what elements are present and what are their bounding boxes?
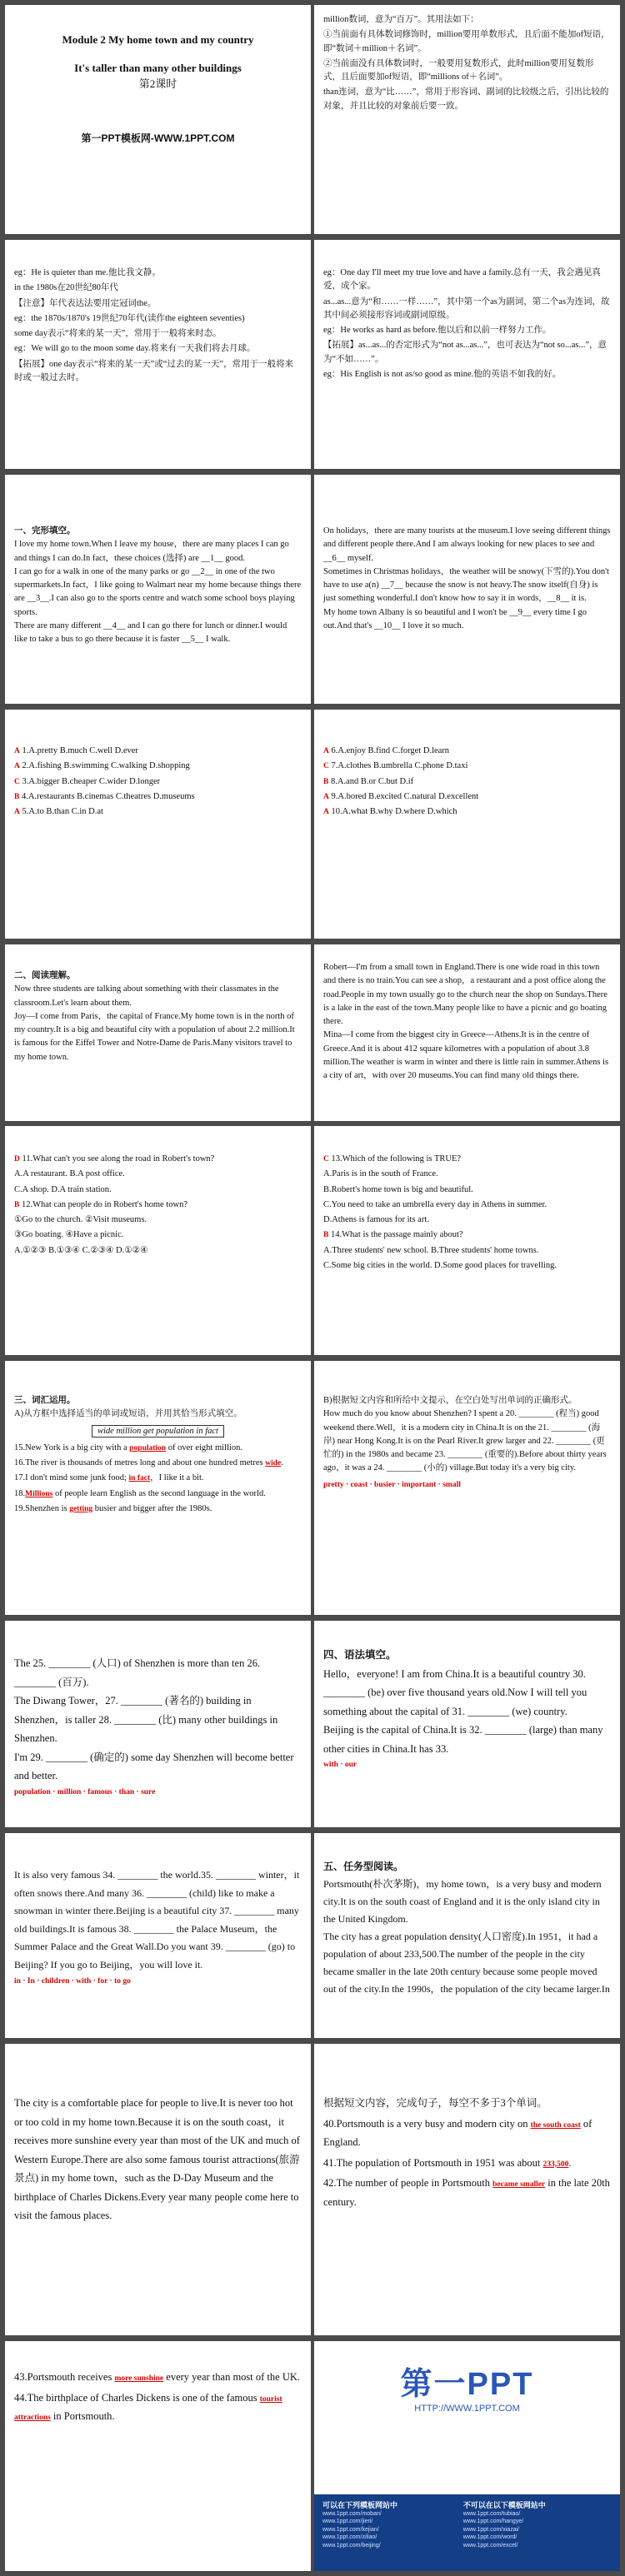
question-text: 18. (14, 1488, 26, 1498)
option-line: 9.A.bored B.excited C.natural D.excellent (331, 791, 479, 801)
answer: A (14, 808, 20, 817)
option-line: 6.A.enjoy B.find C.forget D.learn (331, 746, 450, 755)
site-link[interactable]: www.1ppt.com/jieri/ (322, 2519, 373, 2525)
option-line: D.Athens is famous for its art. (323, 1215, 429, 1225)
text-line: million数词，意为“百万”。其用法如下： (323, 15, 479, 24)
answer: for (98, 1976, 108, 1986)
site-link[interactable]: www.1ppt.com/excel/ (462, 2542, 518, 2549)
passage: The city is a comfortable place for people to live.It is never too hot or too cold in my home town.Because it is on the south coast，it receives more sunshine every year than most of the UK and much of Western Europe.There are also some famous tourist attractions(旅游景点) in my home town，such as the D-Day Museum and the birthplace of Charles Dickens.Every year many people come here to visit the famous places. (14, 2097, 300, 2221)
question: 13.Which of the following is TRUE? (331, 1154, 462, 1163)
question-text: 42.The number of people in Portsmouth (323, 2177, 493, 2189)
option-line: ③Go boating. ④Have a picnic. (14, 1230, 124, 1240)
text-line: eg：We will go to the moon some day.将来有一天我们将去月球。 (14, 344, 256, 354)
answer: D (14, 1155, 20, 1163)
slide-phrases-1 (5, 240, 311, 469)
option-line: 1.A.pretty B.much C.well D.ever (22, 746, 138, 755)
answer: important (402, 1480, 437, 1489)
slide-brand (314, 2341, 620, 2571)
question-text: 15.New York is a big city with a (14, 1442, 130, 1452)
answer: million (57, 1787, 82, 1796)
text-line: ②当前面没有具体数词时，一般要用复数形式，此时million要用复数形式，且后面要加of短语，即“millions of＋名词”。 (323, 58, 594, 82)
question-text: in the late 20th century. (323, 2177, 610, 2208)
slide-million-than (314, 5, 620, 234)
site-name: 第一PPT模板网-WWW.1PPT.COM (81, 132, 235, 144)
passage: The 25. ________ (人口) of Shenzhen is more than ten 26. ________ (百万). The Diwang Tower，27. ________ (著名的) building in Shenzhen，is taller 28. ________ (比) many other buildings in Shenzhen. I'm 29. ________ (确定的) some day Shenzhen will become better and better. (14, 1657, 294, 1781)
question-text: in Portsmouth. (50, 2410, 115, 2422)
text-line: than连词，意为“比……”，常用于形容词、副词的比较级之后，引出比较的对象，并且比较的对象前后要一致。 (323, 87, 609, 111)
option-line: 3.A.bigger B.cheaper C.wider D.longer (22, 776, 161, 786)
question-text: 43.Portsmouth receives (14, 2371, 115, 2383)
answer: busier (374, 1480, 396, 1489)
answer: A (14, 747, 20, 755)
question-text: ，I like it a bit. (150, 1473, 204, 1483)
question-text: of England. (323, 2117, 592, 2148)
answer: B (14, 792, 20, 801)
option-line: 8.A.and B.or C.but D.if (330, 776, 414, 786)
slide-cloze-options-1 (5, 710, 311, 939)
question: 14.What is the passage mainly about? (330, 1230, 463, 1240)
brand-logo: 第一PPT (400, 2367, 534, 2402)
answer: B (323, 777, 329, 786)
instruction: 根据短文内容，完成句子，每空不多于3个单词。 (323, 2097, 548, 2109)
answer: famous (88, 1787, 112, 1796)
slide-reading-2 (314, 944, 620, 1121)
answer: B (323, 1231, 329, 1240)
question-text: 19.Shenzhen is (14, 1503, 70, 1513)
text-line: in the 1980s在20世纪80年代 (14, 283, 118, 293)
word-box: wide million get population in fact (92, 1425, 224, 1437)
left-title: 可以在下列模板网站中 (322, 2501, 398, 2509)
site-link[interactable]: www.1ppt.com/tubiao/ (462, 2511, 521, 2517)
site-link[interactable]: www.1ppt.com/word/ (462, 2534, 518, 2541)
passage: Robert—I'm from a small town in England.There is one wide road in this town and there is no train.You can see a shop，a restaurant and a post office along the road.People in my town usually go to the church near the shop on Sundays.There is a lake in the east of the town.Many people like to have a picnic and go boating there. Mina—I come from the biggest city in Greece—Athens.It is in the centre of Greece.And it is about 412 square kilometres with a population of about 3.8 million.The weather is warm in winter and there is little rain in summer.Athens is a city of art，with over 20 museums.You can find many old things there. (323, 963, 609, 1081)
answer: with (323, 1761, 338, 1769)
question-text: 16.The river is thousands of metres long and about one hundred metres (14, 1458, 266, 1468)
answer: with (76, 1976, 92, 1986)
answer: 233,500 (542, 2160, 569, 2169)
section-heading: 二、阅读理解。 (14, 971, 76, 980)
answer: sure (141, 1787, 156, 1796)
passage: I love my home town.When I leave my house，there are many places I can go and things I can do.In fact，these choices (选择) are __1__ good. I can go for a walk in one of the many parks or go __2__ in one of the two supermarkets.In fact，I like going to Walmart near my home because things there are __3__.I can also go to the sports centre and watch some school boys playing sports. There are many different __4__ and I can go there for lunch or dinner.I would like to take a bus to go there because it is faster __5__ I walk. (14, 540, 302, 645)
section-heading: 四、语法填空。 (323, 1649, 397, 1661)
section-heading: 三、词汇运用。 (14, 1396, 76, 1405)
answer: getting (69, 1504, 93, 1513)
question-text: of people learn English as the second language in the world. (52, 1488, 266, 1498)
answer: pretty (323, 1480, 344, 1489)
answer: population (129, 1443, 167, 1452)
answer: more sunshine (114, 2374, 164, 2383)
text-line: 【拓展】as...as...的否定形式为“not as...as...”，也可表达为“not so...as...”，意为“不如……”。 (323, 341, 608, 364)
slide-vocab-a (5, 1361, 311, 1615)
answer: A (323, 747, 329, 755)
answer: in fact (128, 1474, 151, 1483)
slide-phrases-2 (314, 240, 620, 469)
question-text: 44.The birthplace of Charles Dickens is one of the famous (14, 2391, 260, 2404)
text-line: eg：He works as hard as before.他以后和以前一样努力工作。 (323, 326, 552, 336)
option-line: B.Robert's home town is big and beautiful. (323, 1184, 473, 1194)
question: 12.What can people do in Robert's home town? (21, 1199, 188, 1209)
site-link[interactable]: www.1ppt.com/hangye/ (462, 2519, 524, 2525)
option-line: A.Three students' new school. B.Three students' home towns. (323, 1245, 539, 1255)
question-text: . (568, 2156, 572, 2169)
question-text: 40.Portsmouth is a very busy and modern city on (323, 2117, 531, 2130)
text-line: eg：One day I'll meet my true love and have a family.总有一天，我会遇见真爱，成个家。 (323, 268, 601, 291)
slide-task-questions-2 (5, 2341, 311, 2571)
passage: On holidays，there are many tourists at the museum.I love seeing different things and different people there.And I am always looking for new places to see and __6__ myself. Sometimes in Christmas holidays，the weather will be snowy(下雪的).You don't have to use a(n) __7__ because the snow is not heavy.The snow itself(自身) is just something wonderful.I don't know how to say it in words，__8__ it is. My home town Albany is so beautiful and I won't be __9__ every time I go out.And that's __10__ I love it so much. (323, 526, 611, 630)
lesson-number: 第2课时 (138, 77, 178, 90)
passage: It is also very famous 34. ________ the world.35. ________ winter，it often snows there.And many 36. ________ (child) like to make a snowman in winter there.Beijing is a beautiful city 37. ________ many old buildings.It is famous 38. ________ the Palace Museum，the Summer Palace and the Great Wall.Do you want 39. ________ (go) to Beijing? If you go to Beijing，you will love it. (14, 1869, 300, 1971)
instruction: B)根据短文内容和所给中文提示，在空白处写出单词的正确形式。 (323, 1396, 578, 1405)
question-text: 17.I don't mind some junk food; (14, 1473, 129, 1483)
section-heading: 五、任务型阅读。 (323, 1861, 404, 1872)
slide-reading-q-1 (5, 1126, 311, 1355)
lesson-title: It's taller than many other buildings (74, 62, 242, 74)
passage: Now three students are talking about something with their classmates in the classroom.Let's learn about them. Joy—I come from Paris，the capital of France.My home town is in the north of my country.It is a big and beautiful city with a population of about 2.2 million.It is famous for the Eiffel Tower and Notre-Dame de Paris.Many visitors travel to my home town. (14, 984, 295, 1062)
slide-task-reading-1 (314, 1833, 620, 2038)
answer: the south coast (530, 2120, 581, 2130)
question: 11.What can't you see along the road in Robert's town? (22, 1154, 215, 1163)
option-line: 4.A.restaurants B.cinemas C.theatres D.museums (21, 791, 195, 801)
text-line: ①当前面有具体数词修饰时，million要用单数形式，且后面不能加of短语，即“数词＋million＋名词”。 (323, 30, 610, 53)
text-line: eg：His English is not as/so good as mine.他的英语不如我的好。 (323, 369, 562, 379)
slide-reading-q-2 (314, 1126, 620, 1355)
answer: to go (114, 1976, 131, 1986)
slide-task-reading-2 (5, 2044, 311, 2335)
slide-title (5, 5, 311, 234)
module-title: Module 2 My home town and my country (62, 33, 254, 46)
instruction: A)从方框中选择适当的单词或短语，并用其恰当形式填空。 (14, 1409, 242, 1419)
text-line: 【拓展】one day表示“将来的某一天”或“过去的某一天”，常用于一般将来时或一般过去时。 (14, 359, 294, 382)
text-line: eg：the 1870s/1870's 19世纪70年代(读作the eighteen seventies) (14, 313, 245, 323)
answer: became smaller (492, 2180, 546, 2189)
question-text: every year than most of the UK. (163, 2371, 300, 2383)
answer: children (41, 1976, 70, 1986)
answer: C (323, 1155, 329, 1163)
question-text: of over eight million. (166, 1442, 242, 1452)
option-line: C.A shop. D.A train station. (14, 1184, 112, 1194)
option-line: A.A restaurant. B.A post office. (14, 1169, 125, 1179)
answer: our (344, 1761, 358, 1769)
slide-vocab-b-cont: The 25. ________ (人口) of Shenzhen is more than ten 26. ________ (百万). The Diwang Tower，27. ________ (著名的) building in Shenzhen，is taller 28. ________ (比) many other buildings in Shenzhen. I'm 29. ________ (确定的) some day Shenzhen will become better and better. population · million · famous · than · sure (5, 1621, 311, 1827)
text-line: some day表示“将来的某一天”，常用于一般将来时态。 (14, 329, 222, 339)
site-link[interactable]: www.1ppt.com/moban/ (322, 2511, 382, 2517)
site-link[interactable]: www.1ppt.com/kejian/ (322, 2526, 379, 2533)
passage: Portsmouth(朴次茅斯)，my home town，is a very busy and modern city.It is on the south coast of England and it is the only island city in the United Kingdom. The city has a great population density(人口密度).In 1951，it had a population of about 233,500.The number of the people in the city became smaller in the late 20th century because some people moved out of the city.In the 1990s，the population of the city became larger.In (323, 1878, 610, 1995)
answer: coast (350, 1480, 368, 1489)
option-line: 10.A.what B.why D.where D.which (331, 807, 458, 817)
answer: wide (265, 1459, 282, 1468)
option-line: C.Some big cities in the world. D.Some good places for travelling. (323, 1260, 557, 1270)
site-link[interactable]: www.1ppt.com/beijing/ (322, 2542, 381, 2549)
answer: tourist attractions (14, 2394, 282, 2422)
section-heading: 一、完形填空。 (14, 526, 76, 536)
answer: than (118, 1787, 135, 1796)
option-line: 2.A.fishing B.swimming C.walking D.shopping (22, 761, 190, 771)
passage: Hello，everyone! I am from China.It is a beautiful country 30. ________ (be) over five thousand years old.Now I will tell you something about the capital of 31. ________ (we) country. Beijing is the capital of China.It is 32. ________ (large) than many other cities in China.It has 33. (323, 1667, 603, 1755)
answer: in (14, 1976, 21, 1986)
question-text: . (281, 1458, 283, 1468)
site-link[interactable]: www.1ppt.com/xiazai/ (462, 2526, 520, 2533)
slide-grammar-1: 四、语法填空。 Hello，everyone! I am from China.It is a beautiful country 30. ________ (be) over five thousand years old.Now I will tell you something about the capital of 31. ________ (we) country. Beijing is the capital of China.It is 32. ________ (large) than many other cities in China.It has 33. with · our (314, 1621, 620, 1827)
brand-url[interactable]: HTTP://WWW.1PPT.COM (414, 2404, 520, 2414)
right-title: 不可以在以下模板网站中 (462, 2501, 546, 2509)
slide-grammar-2: It is also very famous 34. ________ the world.35. ________ winter，it often snows there.And many 36. ________ (child) like to make a snowman in winter there.Beijing is a beautiful city 37. ________ many old buildings.It is famous 38. ________ the Palace Museum，the Summer Palace and the Great Wall.Do you want 39. ________ (go) to Beijing? If you go to Beijing，you will love it. in · In · children · with · for · to go (5, 1833, 311, 2038)
answer: A (323, 792, 329, 801)
option-line: C.You need to take an umbrella every day in Athens in summer. (323, 1199, 548, 1209)
slide-reading-1 (5, 944, 311, 1121)
answer: A (14, 762, 20, 771)
passage: How much do you know about Shenzhen? I spent a 20. ________ (程当) good weekend there.Well，it is a modern city in China.It is on the 21. ________ (海岸) near Hong Kong.It is on the Pearl River.It grew larger and 22. ________ (更忙的) in the 1980s and became 23. ________ (重要的).Before about thirty years ago，it was a 24. ________ (小的) village.But today it's a very big city. (323, 1409, 607, 1473)
option-line: 7.A.clothes B.umbrella C.phone D.taxi (331, 761, 468, 771)
text-line: as...as...意为“和……一样……”，其中第一个as为副词，第二个as为连词，故其中间必须接形容词或副词原级。 (323, 296, 610, 320)
slide-cloze-2 (314, 475, 620, 704)
answer: small (442, 1480, 461, 1489)
answer: C (14, 777, 20, 786)
answer: population (14, 1787, 51, 1796)
option-line: A.Paris is in the south of France. (323, 1169, 438, 1179)
answer: In (27, 1976, 35, 1986)
site-link[interactable]: www.1ppt.com/ziliao/ (322, 2534, 378, 2541)
option-line: 5.A.to B.than C.in D.at (22, 807, 103, 817)
link-band (314, 2494, 620, 2571)
option-line: A.①②③ B.①③④ C.②③④ D.①②④ (14, 1245, 148, 1255)
slide-cloze-options-2 (314, 710, 620, 939)
question-text: busier and bigger after the 1980s. (92, 1503, 212, 1513)
answer: C (323, 762, 329, 771)
option-line: ①Go to the church. ②Visit museums. (14, 1215, 148, 1225)
slide-task-questions (314, 2044, 620, 2335)
answer: B (14, 1200, 20, 1209)
slide-cloze-1 (5, 475, 311, 704)
text-line: 【注意】年代表达法要用定冠词the。 (14, 298, 157, 308)
text-line: eg：He is quieter than me.他比我文静。 (14, 268, 161, 277)
slide-vocab-b: B)根据短文内容和所给中文提示，在空白处写出单词的正确形式。 How much do you know about Shenzhen? I spent a 20. ________ (程当) good weekend there.Well，it is a modern city in China.It is on the 21. ________ (海岸) near Hong Kong.It is on the Pearl River.It grew larger and 22. ________ (更忙的) in the 1980s and became 23. ________ (重要的).Before about thirty years ago，it was a 24. ________ (小的) village.But today it's a very big city. pretty · coast · busier · important · small (314, 1361, 620, 1615)
question-text: 41.The population of Portsmouth in 1951 was about (323, 2156, 543, 2169)
answer: A (323, 808, 329, 817)
answer: Millions (25, 1489, 53, 1498)
